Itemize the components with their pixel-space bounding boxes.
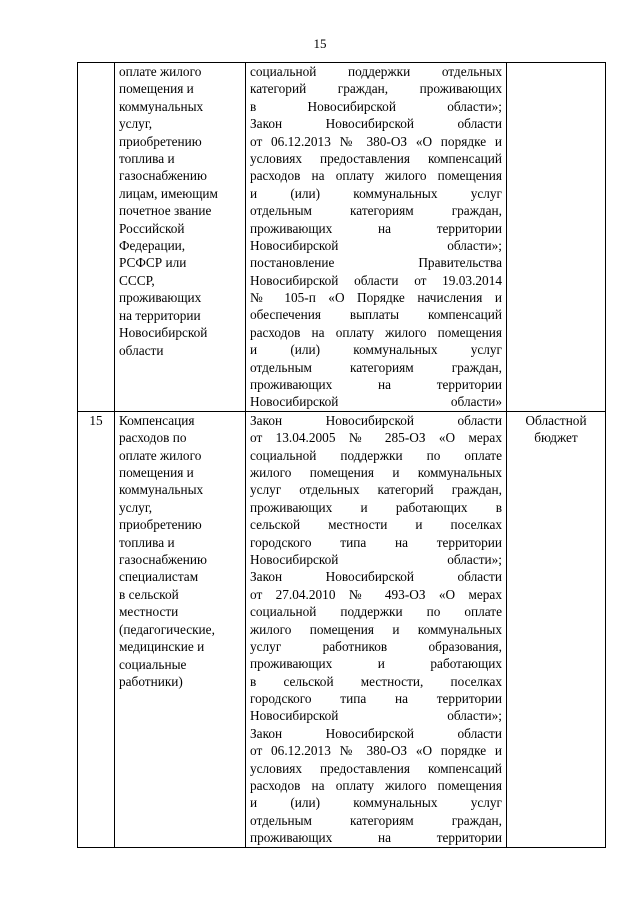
legal-basis-line: проживающих и работающих	[250, 656, 502, 672]
legal-basis-line: от 13.04.2005 № 285-ОЗ «О мерах	[250, 430, 502, 446]
legal-basis-line: постановление Правительства	[250, 255, 502, 271]
page-number: 15	[313, 36, 327, 51]
legal-basis-line: Закон Новосибирской области	[250, 569, 502, 585]
legal-basis-cell	[246, 411, 507, 847]
funding-source: Областной бюджет	[525, 412, 587, 446]
legal-basis	[250, 63, 502, 411]
legal-basis-line: Новосибирской области»;	[250, 708, 502, 724]
legal-basis-line: и (или) коммунальных услуг	[250, 185, 502, 201]
measure-name: оплате жилого помещения и коммунальных услуг, приобретению топлива и газоснабжению лицам, имеющим почетное звание Российской Федерации, РСФСР или СССР, проживающих на территории Новосибирской области	[119, 64, 218, 358]
legal-basis-line: и (или) коммунальных услуг	[250, 795, 502, 811]
legal-basis-line: жилого помещения и коммунальных	[250, 621, 502, 637]
legal-basis-line: условиях предоставления компенсаций	[250, 150, 502, 166]
legal-basis-line: социальной поддержки по оплате	[250, 604, 502, 620]
measure-name: Компенсация расходов по оплате жилого помещения и коммунальных услуг, приобретению топлива и газоснабжению специалистам в сельской местности (педагогические, медицинские и социальные работники)	[119, 412, 215, 689]
legal-table	[77, 62, 606, 848]
row-number: 15	[78, 411, 115, 847]
legal-basis-line: отдельным категориям граждан,	[250, 203, 502, 219]
legal-basis-line: от 06.12.2013 № 380-ОЗ «О порядке и	[250, 743, 502, 759]
legal-basis-line: отдельным категориям граждан,	[250, 359, 502, 375]
legal-basis-cell	[246, 63, 507, 412]
legal-basis-line: от 27.04.2010 № 493-ОЗ «О мерах	[250, 586, 502, 602]
legal-basis-line: социальной поддержки отдельных	[250, 64, 502, 79]
legal-basis-line: услуг работников образования,	[250, 638, 502, 654]
legal-basis-line: социальной поддержки по оплате	[250, 447, 502, 463]
legal-basis-line: от 06.12.2013 № 380-ОЗ «О порядке и	[250, 133, 502, 149]
legal-basis-line: категорий граждан, проживающих	[250, 81, 502, 97]
legal-basis-line: обеспечения выплаты компенсаций	[250, 307, 502, 323]
table-row	[78, 411, 606, 847]
legal-basis-line: услуг отдельных категорий граждан,	[250, 482, 502, 498]
legal-basis-line: Новосибирской области»;	[250, 551, 502, 567]
legal-basis-line: Новосибирской области от 19.03.2014	[250, 272, 502, 288]
table-row	[78, 63, 606, 412]
legal-basis-line: расходов на оплату жилого помещения	[250, 168, 502, 184]
legal-basis	[250, 412, 502, 847]
legal-basis-line: расходов на оплату жилого помещения	[250, 778, 502, 794]
legal-basis-line: и (или) коммунальных услуг	[250, 342, 502, 358]
measure-name-cell	[115, 411, 246, 847]
legal-basis-line: жилого помещения и коммунальных	[250, 464, 502, 480]
legal-basis-line: Закон Новосибирской области	[250, 725, 502, 741]
legal-basis-line: в Новосибирской области»;	[250, 98, 502, 114]
legal-basis-line: проживающих на территории	[250, 377, 502, 393]
legal-basis-line: Новосибирской области»	[250, 394, 502, 410]
funding-source-cell	[507, 63, 606, 412]
legal-basis-line: № 105-п «О Порядке начисления и	[250, 290, 502, 306]
legal-basis-line: расходов на оплату жилого помещения	[250, 324, 502, 340]
legal-basis-line: условиях предоставления компенсаций	[250, 760, 502, 776]
legal-basis-line: проживающих на территории	[250, 830, 502, 846]
legal-basis-line: сельской местности и поселках	[250, 517, 502, 533]
row-number	[78, 63, 115, 412]
legal-basis-line: Новосибирской области»;	[250, 237, 502, 253]
legal-basis-line: проживающих и работающих в	[250, 499, 502, 515]
funding-source-cell	[507, 411, 606, 847]
legal-basis-line: городского типа на территории	[250, 534, 502, 550]
legal-basis-line: отдельным категориям граждан,	[250, 812, 502, 828]
legal-basis-line: проживающих на территории	[250, 220, 502, 236]
legal-basis-line: Закон Новосибирской области	[250, 116, 502, 132]
legal-basis-line: в сельской местности, поселках	[250, 673, 502, 689]
measure-name-cell	[115, 63, 246, 412]
legal-basis-line: городского типа на территории	[250, 691, 502, 707]
legal-basis-line: Закон Новосибирской области	[250, 412, 502, 428]
